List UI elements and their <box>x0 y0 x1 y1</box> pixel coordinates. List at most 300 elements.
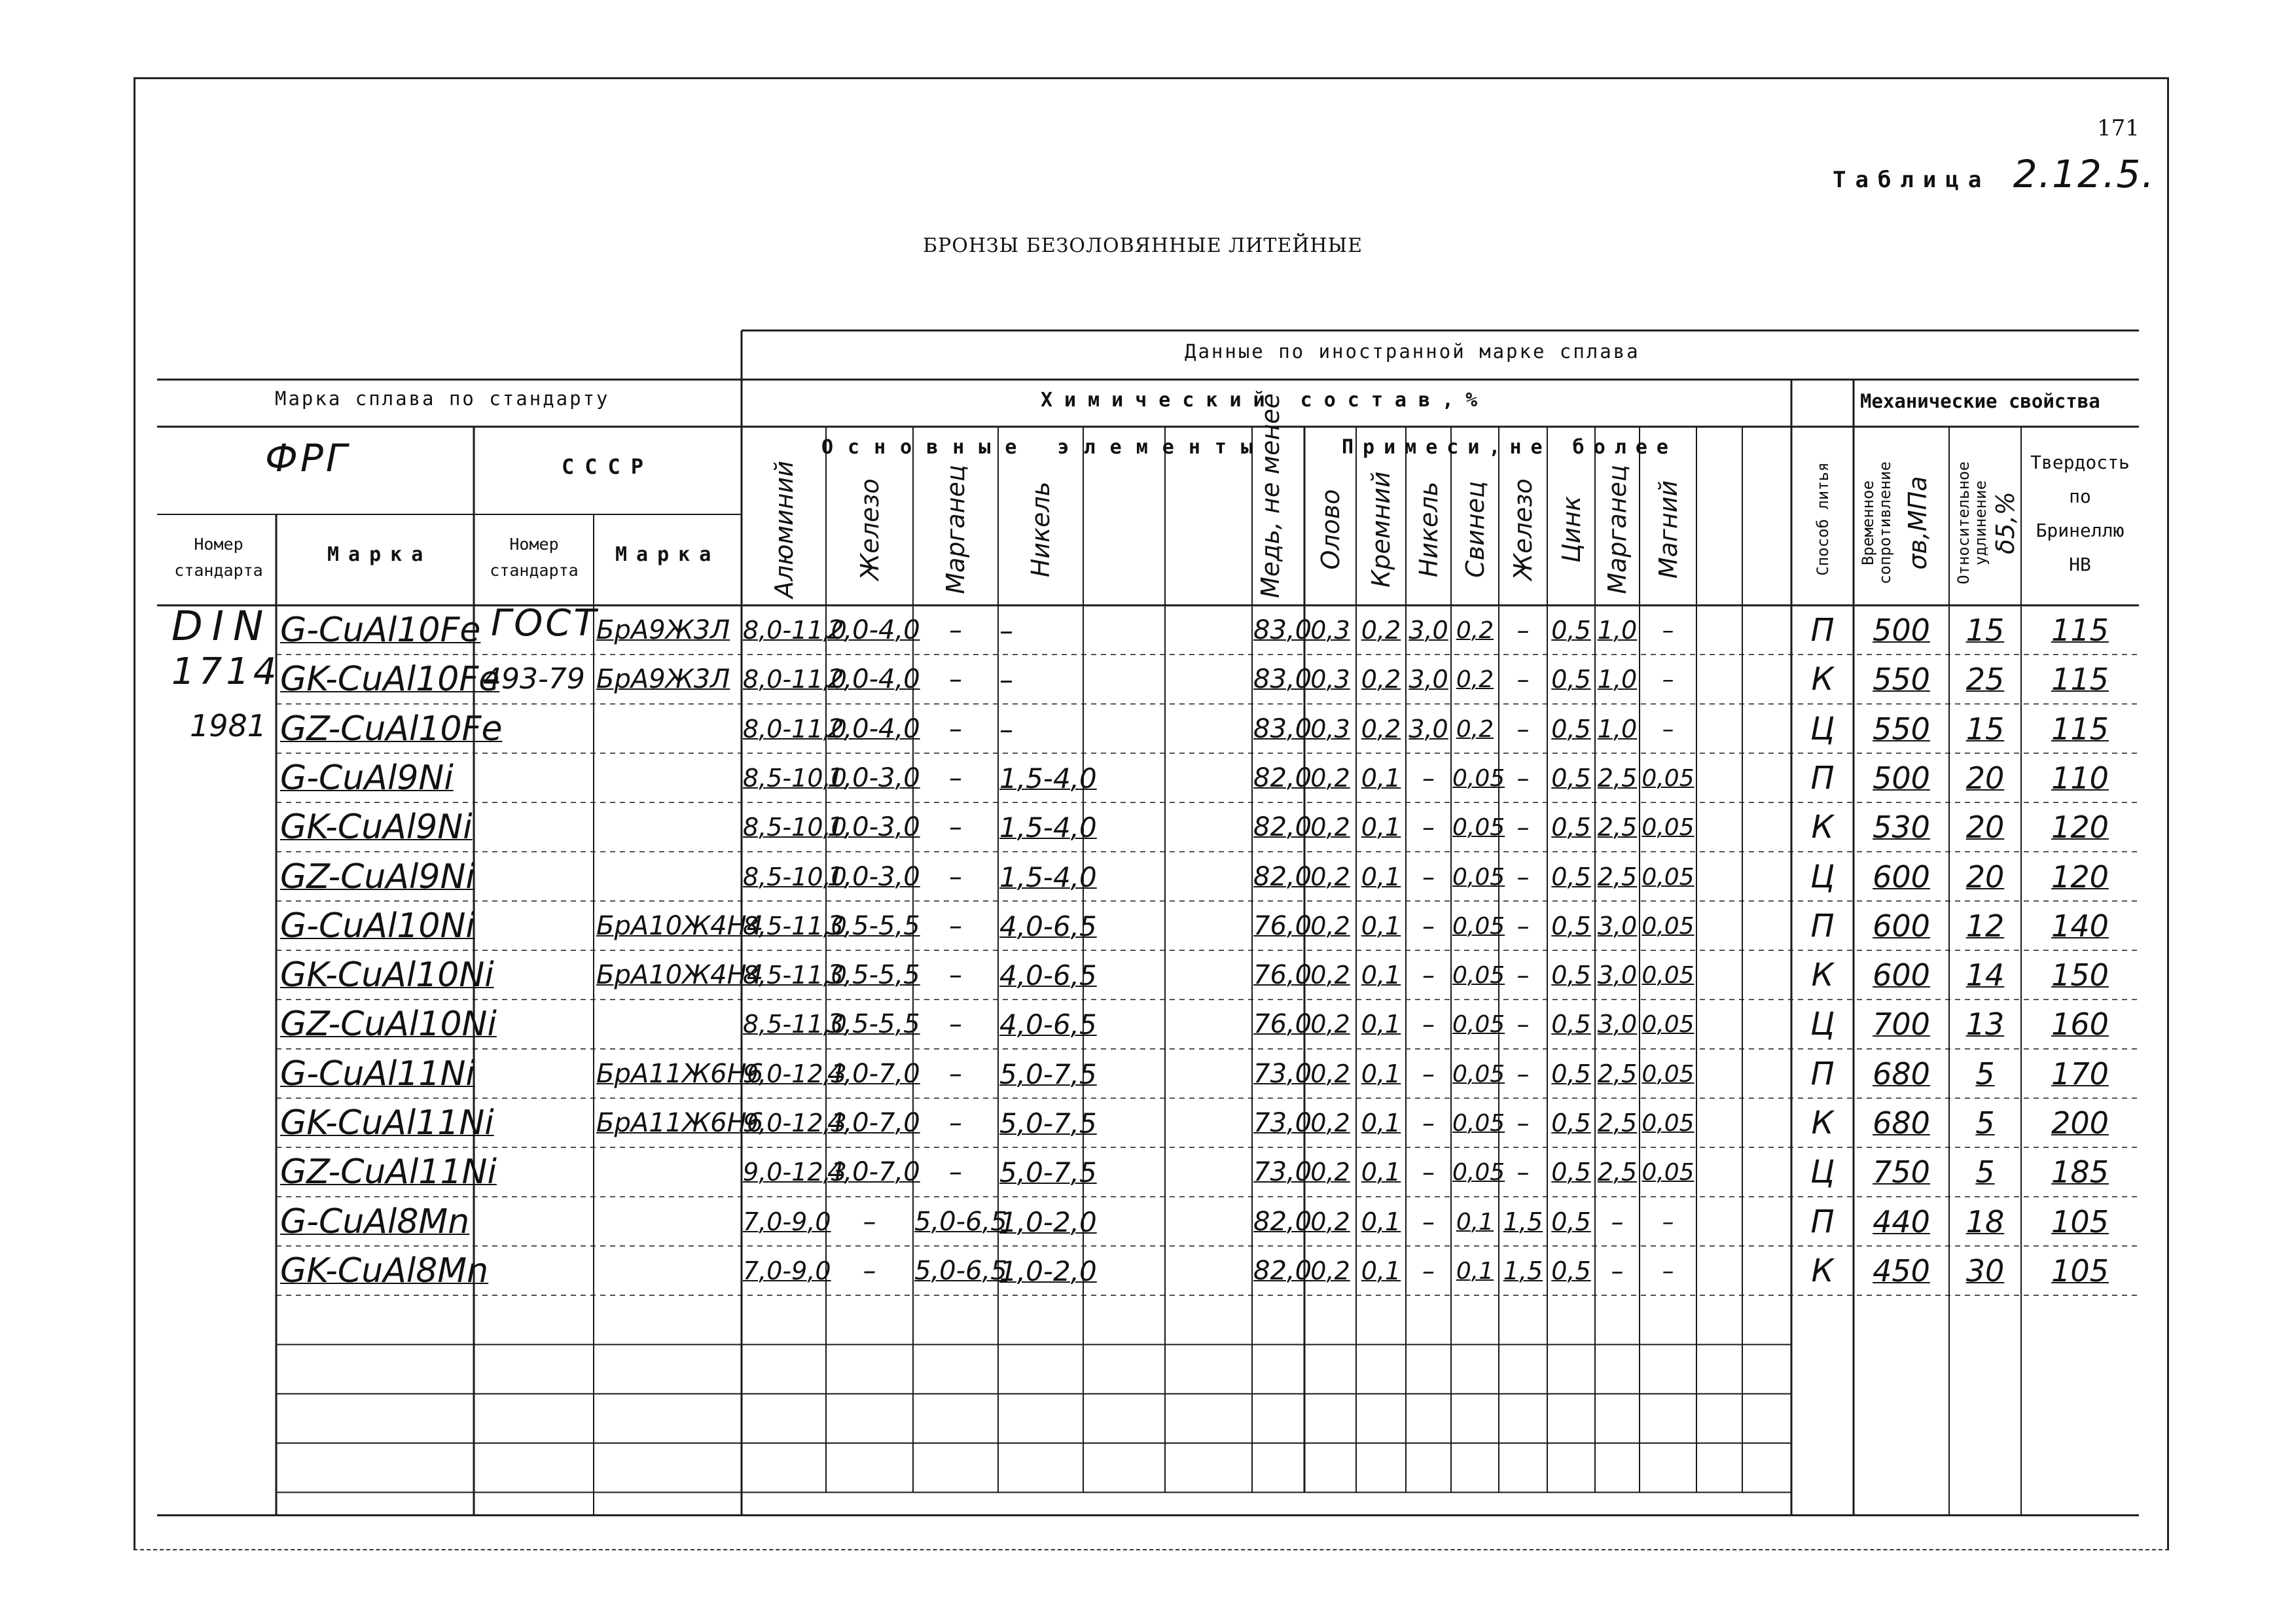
cell-zn: 0,5 <box>1551 911 1591 940</box>
cell-elong: 5 <box>1975 1056 1995 1092</box>
cell-hb: 120 <box>2051 810 2109 846</box>
cell-mn: – <box>949 615 962 645</box>
cell-zn: 0,5 <box>1551 961 1591 990</box>
cell-cast: Ц <box>1810 1006 1835 1043</box>
cell-cu: 73,0 <box>1253 1157 1312 1188</box>
cell-hb: 120 <box>2051 859 2109 895</box>
cell-tens: 600 <box>1873 957 1930 993</box>
cell-tens: 500 <box>1873 760 1930 796</box>
header-standard-grade: Марка сплава по стандарту <box>275 387 610 410</box>
header-impurities: Примеси,не более <box>1342 436 1677 459</box>
cell-pb: 0,1 <box>1456 1257 1494 1285</box>
header-chem-composition: Химический состав,% <box>1041 389 1490 412</box>
cell-mn: – <box>949 960 962 991</box>
cell-al: 8,5-11,0 <box>743 1010 847 1039</box>
cell-cu: 82,0 <box>1253 762 1312 793</box>
cell-cast: П <box>1810 759 1835 796</box>
cell-cu: 83,0 <box>1253 664 1312 695</box>
cell-ni: 5,0-7,5 <box>999 1107 1097 1139</box>
cell-tens: 440 <box>1873 1204 1930 1240</box>
cell-ni: 1,0-2,0 <box>999 1205 1097 1238</box>
cell-sn: 0,2 <box>1310 1158 1350 1187</box>
cell-pb: 0,05 <box>1452 863 1505 891</box>
cell-tens: 600 <box>1873 908 1930 944</box>
cell-ussr: БрА11Ж6Н6 <box>596 1108 764 1138</box>
cell-grade: GZ-CuAl10Ni <box>280 1005 497 1044</box>
cell-tens: 500 <box>1873 613 1930 648</box>
cell-cu: 82,0 <box>1253 1206 1312 1237</box>
cell-al: 8,5-10,0 <box>743 813 847 842</box>
cell-si: 0,2 <box>1361 616 1401 645</box>
cell-cu: 73,0 <box>1253 1108 1312 1138</box>
cell-mg: 0,05 <box>1641 1060 1695 1088</box>
cell-mn: – <box>949 664 962 695</box>
header-sn: Олово <box>1316 488 1345 570</box>
cell-ini: – <box>1422 961 1435 990</box>
cell-pb: 0,1 <box>1456 1208 1494 1236</box>
header-hardness-d: НВ <box>2069 554 2091 575</box>
cell-ni: 4,0-6,5 <box>999 1008 1097 1041</box>
frg-std-number: 1714 <box>171 651 281 693</box>
cell-ini: – <box>1422 911 1435 940</box>
cell-grade: G-CuAl9Ni <box>280 758 454 798</box>
cell-ni: – <box>999 615 1013 647</box>
cell-tens: 700 <box>1873 1007 1930 1043</box>
cell-mg: – <box>1662 666 1674 694</box>
header-copper: Медь, не менее <box>1256 393 1285 598</box>
cell-grade: GK-CuAl10Ni <box>280 955 494 995</box>
header-elong-b: удлинение <box>1971 480 1990 565</box>
cell-cast: Ц <box>1810 1154 1835 1191</box>
cell-hb: 105 <box>2051 1253 2109 1289</box>
cell-sn: 0,2 <box>1310 1207 1350 1236</box>
cell-si: 0,1 <box>1361 1207 1401 1236</box>
cell-grade: GK-CuAl9Ni <box>280 808 473 847</box>
cell-fe: – <box>863 1255 876 1286</box>
cell-imn: 2,5 <box>1597 1059 1638 1088</box>
cell-ni: 5,0-7,5 <box>999 1058 1097 1090</box>
cell-pb: 0,2 <box>1456 666 1494 694</box>
cell-ife: – <box>1516 1059 1530 1088</box>
cell-imn: 2,5 <box>1597 1109 1638 1137</box>
cell-ini: – <box>1422 1158 1435 1187</box>
cell-mn: – <box>949 861 962 892</box>
cell-mg: 0,05 <box>1641 1159 1695 1186</box>
header-ni: Никель <box>1026 481 1055 577</box>
cell-imn: 1,0 <box>1597 616 1638 645</box>
cell-mn: – <box>949 1009 962 1040</box>
cell-al: 9,0-12,3 <box>743 1109 847 1137</box>
cell-sn: 0,2 <box>1310 1256 1350 1285</box>
cell-zn: 0,5 <box>1551 1207 1591 1236</box>
header-hardness-a: Твердость <box>2030 452 2130 473</box>
cell-fe: 2,0-4,0 <box>827 713 920 744</box>
cell-pb: 0,05 <box>1452 962 1505 990</box>
cell-grade: GK-CuAl10Fe <box>280 660 500 700</box>
ussr-std-gost: ГОСТ <box>491 602 599 645</box>
cell-al: 8,0-11,0 <box>743 714 847 743</box>
cell-tens: 680 <box>1873 1105 1930 1141</box>
cell-fe: 1,0-3,0 <box>827 812 920 843</box>
cell-zn: 0,5 <box>1551 1010 1591 1039</box>
cell-cast: К <box>1811 1105 1834 1141</box>
cell-ife: – <box>1516 714 1530 743</box>
header-frg-grade: Марка <box>327 543 433 566</box>
cell-ussr: БрА10Ж4Н4 <box>596 960 764 991</box>
cell-elong: 13 <box>1965 1007 2005 1043</box>
cell-hb: 105 <box>2051 1204 2109 1240</box>
cell-cu: 82,0 <box>1253 1255 1312 1286</box>
cell-grade: G-CuAl8Mn <box>280 1202 470 1241</box>
cell-ife: – <box>1516 1158 1530 1187</box>
cell-cu: 76,0 <box>1253 960 1312 991</box>
cell-al: 8,5-11,0 <box>743 961 847 990</box>
header-casting: Способ литья <box>1813 461 1832 576</box>
cell-ni: 1,5-4,0 <box>999 812 1097 844</box>
cell-hb: 115 <box>2051 613 2109 648</box>
cell-pb: 0,2 <box>1456 617 1494 644</box>
cell-ife: – <box>1516 1109 1530 1137</box>
frg-std-year: 1981 <box>190 708 267 743</box>
cell-fe: – <box>863 1206 876 1237</box>
cell-ussr: БрА9Ж3Л <box>596 664 730 695</box>
cell-imn: 3,0 <box>1597 1010 1638 1039</box>
cell-hb: 150 <box>2051 957 2109 993</box>
cell-imn: 3,0 <box>1597 961 1638 990</box>
cell-elong: 12 <box>1965 908 2005 944</box>
page-title: БРОНЗЫ БЕЗОЛОВЯННЫЕ ЛИТЕЙНЫЕ <box>923 234 1363 257</box>
cell-tens: 680 <box>1873 1056 1930 1092</box>
cell-sn: 0,2 <box>1310 813 1350 842</box>
cell-ni: 1,0-2,0 <box>999 1255 1097 1287</box>
header-al: Алюминий <box>769 460 798 598</box>
cell-cu: 82,0 <box>1253 812 1312 843</box>
cell-hb: 160 <box>2051 1007 2109 1043</box>
cell-si: 0,1 <box>1361 813 1401 842</box>
header-si: Кремний <box>1367 471 1395 588</box>
table-number: 2.12.5. <box>2013 152 2155 196</box>
cell-sn: 0,2 <box>1310 1059 1350 1088</box>
cell-zn: 0,5 <box>1551 714 1591 743</box>
cell-zn: 0,5 <box>1551 665 1591 694</box>
cell-sn: 0,2 <box>1310 911 1350 940</box>
cell-sn: 0,2 <box>1310 961 1350 990</box>
cell-ini: – <box>1422 1109 1435 1137</box>
cell-fe: 3,5-5,5 <box>827 1009 920 1040</box>
cell-elong: 15 <box>1965 613 2005 648</box>
cell-ni: 5,0-7,5 <box>999 1156 1097 1189</box>
cell-pb: 0,05 <box>1452 1110 1505 1137</box>
cell-si: 0,1 <box>1361 911 1401 940</box>
cell-hb: 200 <box>2051 1105 2109 1141</box>
cell-si: 0,2 <box>1361 665 1401 694</box>
cell-sn: 0,3 <box>1310 616 1350 645</box>
cell-hb: 115 <box>2051 662 2109 698</box>
cell-imn: 3,0 <box>1597 911 1638 940</box>
cell-mn: – <box>949 1157 962 1188</box>
cell-cast: П <box>1810 907 1835 944</box>
cell-ini: 3,0 <box>1408 714 1448 743</box>
cell-elong: 30 <box>1965 1253 2005 1289</box>
cell-mn: – <box>949 1108 962 1138</box>
cell-elong: 18 <box>1965 1204 2005 1240</box>
header-hardness-c: Бринеллю <box>2036 520 2125 541</box>
cell-imn: 1,0 <box>1597 665 1638 694</box>
cell-si: 0,1 <box>1361 1109 1401 1137</box>
cell-ife: – <box>1516 1010 1530 1039</box>
cell-imn: – <box>1611 1256 1624 1285</box>
cell-ife: – <box>1516 911 1530 940</box>
cell-tens: 550 <box>1873 711 1930 747</box>
cell-zn: 0,5 <box>1551 1158 1591 1187</box>
cell-al: 7,0-9,0 <box>743 1207 831 1236</box>
header-ussr-grade: Марка <box>615 543 721 566</box>
cell-mg: 0,05 <box>1641 814 1695 842</box>
cell-elong: 25 <box>1965 662 2005 698</box>
cell-mg: 0,05 <box>1641 912 1695 940</box>
cell-mg: 0,05 <box>1641 863 1695 891</box>
cell-sn: 0,2 <box>1310 763 1350 793</box>
cell-mg: 0,05 <box>1641 1110 1695 1137</box>
cell-pb: 0,2 <box>1456 715 1494 743</box>
cell-cast: К <box>1811 661 1834 698</box>
header-frg: ФРГ <box>265 436 350 480</box>
cell-ini: – <box>1422 862 1435 891</box>
header-mg: Магний <box>1653 480 1683 579</box>
cell-fe: 4,0-7,0 <box>827 1108 920 1138</box>
cell-mg: 0,05 <box>1641 1011 1695 1039</box>
cell-ini: – <box>1422 1256 1435 1285</box>
header-pb: Свинец <box>1460 480 1490 578</box>
cell-sn: 0,2 <box>1310 1010 1350 1039</box>
cell-ife: – <box>1516 961 1530 990</box>
cell-si: 0,1 <box>1361 1010 1401 1039</box>
cell-ife: – <box>1516 862 1530 891</box>
cell-ussr: БрА10Ж4Н4 <box>596 910 764 941</box>
cell-elong: 14 <box>1965 957 2005 993</box>
cell-ussr: БрА9Ж3Л <box>596 615 730 645</box>
cell-ife: – <box>1516 763 1530 793</box>
cell-ini: 3,0 <box>1408 616 1448 645</box>
cell-fe: 1,0-3,0 <box>827 861 920 892</box>
cell-ife: 1,5 <box>1503 1256 1543 1285</box>
cell-zn: 0,5 <box>1551 1109 1591 1137</box>
header-frg-std-no: Номер стандарта <box>174 535 263 580</box>
cell-cast: К <box>1811 1252 1834 1289</box>
cell-mn: 5,0-6,5 <box>914 1206 1007 1237</box>
cell-elong: 5 <box>1975 1154 1995 1190</box>
cell-ni: – <box>999 713 1013 745</box>
cell-mg: – <box>1662 617 1674 644</box>
cell-al: 7,0-9,0 <box>743 1256 831 1285</box>
cell-hb: 185 <box>2051 1154 2109 1190</box>
cell-grade: G-CuAl10Fe <box>280 611 481 650</box>
cell-pb: 0,05 <box>1452 912 1505 940</box>
cell-hb: 110 <box>2051 760 2109 796</box>
cell-cu: 83,0 <box>1253 713 1312 744</box>
cell-ife: 1,5 <box>1503 1207 1543 1236</box>
cell-mg: – <box>1662 1208 1674 1236</box>
cell-grade: G-CuAl10Ni <box>280 906 475 946</box>
header-zn: Цинк <box>1556 495 1586 563</box>
cell-cu: 76,0 <box>1253 910 1312 941</box>
header-elong-c: δ5,% <box>1991 491 2020 554</box>
cell-grade: GZ-CuAl11Ni <box>280 1152 497 1192</box>
cell-elong: 20 <box>1965 810 2005 846</box>
cell-al: 8,0-11,0 <box>743 665 847 694</box>
cell-cast: К <box>1811 957 1834 994</box>
header-main-elements: Основные элементы <box>821 436 1268 459</box>
cell-ini: – <box>1422 1010 1435 1039</box>
cell-fe: 4,0-7,0 <box>827 1157 920 1188</box>
cell-grade: GZ-CuAl10Fe <box>280 709 503 749</box>
cell-grade: GK-CuAl11Ni <box>280 1103 494 1143</box>
cell-si: 0,1 <box>1361 961 1401 990</box>
cell-si: 0,1 <box>1361 1158 1401 1187</box>
cell-al: 9,0-12,3 <box>743 1158 847 1187</box>
cell-ni: 1,5-4,0 <box>999 762 1097 794</box>
cell-si: 0,1 <box>1361 862 1401 891</box>
cell-mn: – <box>949 1058 962 1089</box>
cell-si: 0,2 <box>1361 714 1401 743</box>
cell-mg: 0,05 <box>1641 764 1695 792</box>
cell-cast: П <box>1810 1055 1835 1092</box>
cell-sn: 0,2 <box>1310 1109 1350 1137</box>
cell-mn: – <box>949 910 962 941</box>
cell-imn: 2,5 <box>1597 862 1638 891</box>
cell-ini: – <box>1422 1207 1435 1236</box>
header-hardness-b: по <box>2069 486 2091 507</box>
cell-sn: 0,3 <box>1310 714 1350 743</box>
cell-ussr: БрА11Ж6Н6 <box>596 1058 764 1089</box>
cell-tens: 550 <box>1873 662 1930 698</box>
cell-zn: 0,5 <box>1551 862 1591 891</box>
cell-tens: 750 <box>1873 1154 1930 1190</box>
cell-imn: 2,5 <box>1597 1158 1638 1187</box>
cell-cast: П <box>1810 612 1835 649</box>
cell-elong: 20 <box>1965 760 2005 796</box>
cell-tens: 450 <box>1873 1253 1930 1289</box>
table-label-text: Таблица <box>1833 167 1991 193</box>
cell-zn: 0,5 <box>1551 813 1591 842</box>
cell-imn: – <box>1611 1207 1624 1236</box>
cell-sn: 0,2 <box>1310 862 1350 891</box>
cell-hb: 170 <box>2051 1056 2109 1092</box>
cell-imn: 2,5 <box>1597 813 1638 842</box>
cell-fe: 1,0-3,0 <box>827 762 920 793</box>
cell-ni: 4,0-6,5 <box>999 959 1097 992</box>
cell-al: 8,5-10,0 <box>743 763 847 793</box>
cell-mg: – <box>1662 715 1674 743</box>
header-elong-a: Относительное <box>1954 461 1973 584</box>
cell-zn: 0,5 <box>1551 1059 1591 1088</box>
cell-ife: – <box>1516 616 1530 645</box>
header-ini: Никель <box>1414 481 1443 577</box>
cell-ini: 3,0 <box>1408 665 1448 694</box>
cell-hb: 115 <box>2051 711 2109 747</box>
cell-al: 8,0-11,0 <box>743 616 847 645</box>
cell-hb: 140 <box>2051 908 2109 944</box>
header-ussr: СССР <box>562 454 655 479</box>
cell-imn: 2,5 <box>1597 763 1638 793</box>
cell-si: 0,1 <box>1361 1059 1401 1088</box>
cell-pb: 0,05 <box>1452 814 1505 842</box>
cell-tens: 600 <box>1873 859 1930 895</box>
header-ife: Железо <box>1509 478 1537 580</box>
ussr-std-number: 493-79 <box>483 662 585 696</box>
cell-ni: – <box>999 664 1013 696</box>
cell-pb: 0,05 <box>1452 1011 1505 1039</box>
header-mech-properties: Механические свойства <box>1860 390 2100 412</box>
cell-cast: Ц <box>1810 710 1835 747</box>
cell-elong: 15 <box>1965 711 2005 747</box>
table-label <box>1833 152 2155 196</box>
cell-ini: – <box>1422 1059 1435 1088</box>
cell-zn: 0,5 <box>1551 616 1591 645</box>
cell-elong: 5 <box>1975 1105 1995 1141</box>
cell-ni: 4,0-6,5 <box>999 910 1097 942</box>
cell-pb: 0,05 <box>1452 1060 1505 1088</box>
cell-fe: 3,5-5,5 <box>827 910 920 941</box>
cell-elong: 20 <box>1965 859 2005 895</box>
header-fe: Железо <box>855 478 884 580</box>
cell-ini: – <box>1422 813 1435 842</box>
cell-imn: 1,0 <box>1597 714 1638 743</box>
cell-zn: 0,5 <box>1551 1256 1591 1285</box>
cell-mn: 5,0-6,5 <box>914 1255 1007 1286</box>
frg-std-din: DIN <box>171 602 273 650</box>
cell-fe: 3,5-5,5 <box>827 960 920 991</box>
cell-grade: G-CuAl11Ni <box>280 1054 475 1094</box>
cell-cu: 73,0 <box>1253 1058 1312 1089</box>
header-ussr-std-no: Номер стандарта <box>490 535 579 580</box>
cell-tens: 530 <box>1873 810 1930 846</box>
header-mn: Марганец <box>941 464 970 594</box>
cell-al: 9,0-12,3 <box>743 1059 847 1088</box>
cell-ife: – <box>1516 813 1530 842</box>
cell-al: 8,5-10,0 <box>743 862 847 891</box>
cell-sn: 0,3 <box>1310 665 1350 694</box>
cell-si: 0,1 <box>1361 763 1401 793</box>
cell-mg: – <box>1662 1257 1674 1285</box>
header-imn: Марганец <box>1603 464 1632 594</box>
cell-al: 8,5-11,0 <box>743 911 847 940</box>
cell-cast: Ц <box>1810 858 1835 895</box>
cell-grade: GK-CuAl8Mn <box>280 1251 489 1291</box>
page-number: 171 <box>2097 115 2140 141</box>
cell-zn: 0,5 <box>1551 763 1591 793</box>
cell-cast: П <box>1810 1203 1835 1240</box>
cell-mn: – <box>949 762 962 793</box>
cell-pb: 0,05 <box>1452 1159 1505 1186</box>
cell-mn: – <box>949 713 962 744</box>
cell-grade: GZ-CuAl9Ni <box>280 857 475 897</box>
cell-mg: 0,05 <box>1641 962 1695 990</box>
header-tensile-a: Временное <box>1859 480 1877 565</box>
cell-ini: – <box>1422 763 1435 793</box>
cell-fe: 2,0-4,0 <box>827 615 920 645</box>
cell-fe: 2,0-4,0 <box>827 664 920 695</box>
cell-pb: 0,05 <box>1452 764 1505 792</box>
header-foreign-data: Данные по иностранной марке сплава <box>1185 340 1640 363</box>
cell-cu: 76,0 <box>1253 1009 1312 1040</box>
cell-mn: – <box>949 812 962 843</box>
cell-cu: 83,0 <box>1253 615 1312 645</box>
cell-si: 0,1 <box>1361 1256 1401 1285</box>
cell-ife: – <box>1516 665 1530 694</box>
header-tensile-b: сопротивление <box>1876 461 1894 584</box>
cell-cast: К <box>1811 809 1834 846</box>
